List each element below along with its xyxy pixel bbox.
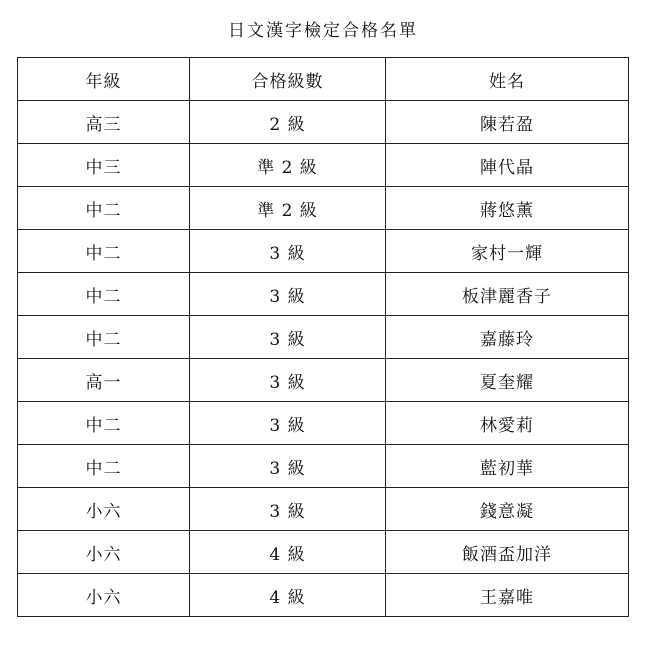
level-cell: 3 級 <box>190 273 386 316</box>
grade-cell: 中二 <box>18 445 190 488</box>
table-row <box>18 574 629 617</box>
name-cell: 嘉藤玲 <box>386 316 629 359</box>
grade-cell: 中三 <box>18 144 190 187</box>
column-header-level: 合格級數 <box>190 58 386 101</box>
grade-cell: 高一 <box>18 359 190 402</box>
table-row <box>18 531 629 574</box>
grade-cell: 小六 <box>18 531 190 574</box>
level-cell: 3 級 <box>190 316 386 359</box>
name-cell: 夏奎耀 <box>386 359 629 402</box>
table-row <box>18 230 629 273</box>
grade-cell: 中二 <box>18 402 190 445</box>
name-cell: 錢意凝 <box>386 488 629 531</box>
name-cell: 飯酒盃加洋 <box>386 531 629 574</box>
header-row <box>18 58 629 101</box>
table-row <box>18 488 629 531</box>
grade-cell: 中二 <box>18 316 190 359</box>
table-row <box>18 144 629 187</box>
table-row <box>18 445 629 488</box>
column-header-grade: 年級 <box>18 58 190 101</box>
results-table <box>17 57 629 617</box>
name-cell: 蔣悠薰 <box>386 187 629 230</box>
grade-cell: 中二 <box>18 187 190 230</box>
name-cell: 家村一輝 <box>386 230 629 273</box>
grade-cell: 中二 <box>18 273 190 316</box>
grade-cell: 高三 <box>18 101 190 144</box>
level-cell: 準 2 級 <box>190 144 386 187</box>
table-row <box>18 359 629 402</box>
column-header-name: 姓名 <box>386 58 629 101</box>
grade-cell: 中二 <box>18 230 190 273</box>
grade-cell: 小六 <box>18 574 190 617</box>
level-cell: 2 級 <box>190 101 386 144</box>
level-cell: 3 級 <box>190 359 386 402</box>
name-cell: 藍初華 <box>386 445 629 488</box>
level-cell: 準 2 級 <box>190 187 386 230</box>
name-cell: 陳若盈 <box>386 101 629 144</box>
document-title: 日文漢字檢定合格名單 <box>228 21 418 41</box>
table-row <box>18 187 629 230</box>
level-cell: 3 級 <box>190 488 386 531</box>
name-cell: 王嘉唯 <box>386 574 629 617</box>
table-row <box>18 273 629 316</box>
level-cell: 3 級 <box>190 402 386 445</box>
table-row <box>18 316 629 359</box>
grade-cell: 小六 <box>18 488 190 531</box>
name-cell: 板津麗香子 <box>386 273 629 316</box>
level-cell: 4 級 <box>190 574 386 617</box>
level-cell: 3 級 <box>190 230 386 273</box>
name-cell: 林愛莉 <box>386 402 629 445</box>
table-row <box>18 402 629 445</box>
level-cell: 4 級 <box>190 531 386 574</box>
name-cell: 陣代晶 <box>386 144 629 187</box>
table-row <box>18 101 629 144</box>
level-cell: 3 級 <box>190 445 386 488</box>
